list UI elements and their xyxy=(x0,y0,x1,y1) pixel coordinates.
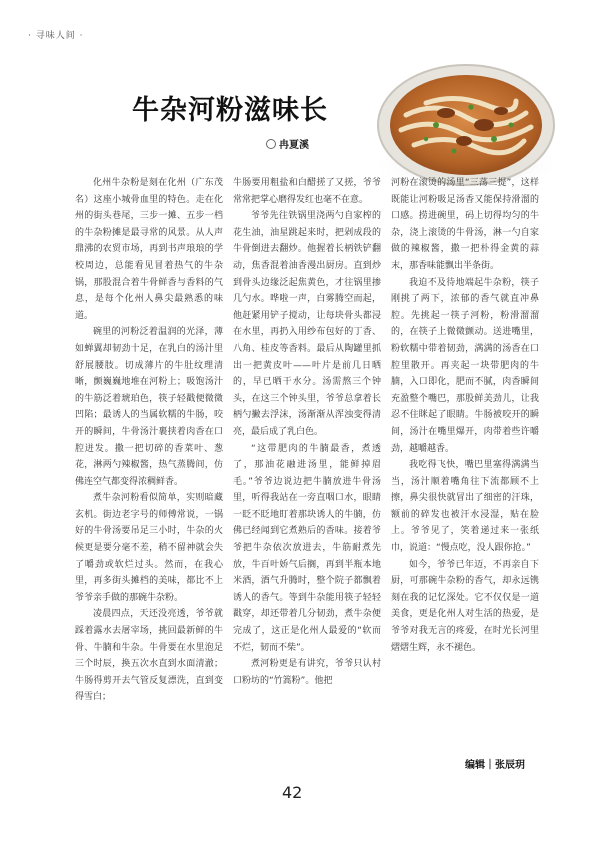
paragraph: 我吃得飞快，嘴巴里塞得满满当当，汤汁顺着嘴角往下流都顾不上擦，鼻尖很快就冒出了细密的汗珠，额前的碎发也被汗水浸湿，贴在脸上。爷爷见了，笑着递过来一张纸巾，说道：“慢点吃，没人跟你抢。” xyxy=(391,460,539,554)
page-number: 42 xyxy=(282,783,303,802)
paragraph: 凌晨四点，天还没亮透，爷爷就踩着露水去屠宰场，挑回最新鲜的牛骨、牛腩和牛杂。牛骨要在水里泡足三个时辰，换五次水直到水面清澈；牛肠得剪开去气管反复漂洗，直到变得雪白； xyxy=(75,609,223,703)
paragraph: 碗里的河粉泛着温润的光泽，薄如蝉翼却韧劲十足，在乳白的汤汁里舒展腰肢。切成薄片的牛肚纹理清晰，颤巍巍地堆在河粉上；吸饱汤汁的牛筋泛着琥珀色，筷子轻戳便微微凹陷；最诱人的当属软糯的牛肠，咬开的瞬间，牛骨汤汁裹挟着肉香在口腔迸发。撒一把切碎的香菜叶、葱花，淋两勺辣椒酱，热气蒸腾间，仿佛连空气都变得浓稠鲜香。 xyxy=(75,327,223,487)
paragraph: 煮牛杂河粉看似简单，实则暗藏玄机。街边老字号的师傅常说，一锅好的牛骨汤要吊足三小时，牛杂的火候更是要分毫不差，稍不留神就会失了嚼劲或软烂过头。然而，在我心里，再多街头摊档的美味，都比不上爷爷亲手做的那碗牛杂粉。 xyxy=(75,493,223,603)
paragraph: “这带肥肉的牛腩最香，煮透了，那油花融进汤里，能鲜掉眉毛。”爷爷边说边把牛腩放进牛骨汤里，听得我站在一旁直咽口水，眼睛一眨不眨地盯着那块诱人的牛腩，仿佛已经闻到它煮熟后的香味。接着爷爷把牛杂依次放进去，牛筋耐煮先放，牛百叶娇气后搁，再到半瓶本地米酒，酒气升腾时，整个院子都飘着诱人的香气。等到牛杂能用筷子轻轻戳穿，却还带着几分韧劲，煮牛杂便完成了，这正是化州人最爱的“软而不烂，韧而不柴”。 xyxy=(233,443,381,653)
author-byline xyxy=(266,136,309,151)
paragraph-continued: 牛肠要用粗盐和白醋搓了又搓，爷爷常常把掌心磨得发红也毫不在意。 xyxy=(233,178,381,205)
byline-circle-icon xyxy=(266,139,276,149)
article-title: 牛杂河粉滋味长 xyxy=(132,95,328,126)
paragraph: 煮河粉更是有讲究，爷爷只认村口粉坊的“竹篙粉”。他把 xyxy=(233,659,381,686)
paragraph: 爷爷先往铁锅里浇两勺自家榨的花生油，油星跳起来时，把剁成段的牛骨倒进去翻炒。他握着长柄铁铲翻动，焦香混着油香漫出厨房。直到炒到骨头边缘泛起焦黄色，才往锅里掺几勺水。哗啦一声，白雾腾空而起，他赶紧用铲子搅动，让每块骨头都浸在水里，再扔入用纱布包好的丁香、八角、桂皮等香料。最后从陶罐里抓出一把黄皮叶——叶片是前几日晒的，早已晒干水分。汤需熬三个钟头，在这三个钟头里，爷爷总拿着长柄勺撇去浮沫，汤渐渐从浑浊变得清亮，最后成了乳白色。 xyxy=(233,211,381,437)
paragraph: 如今，爷爷已年迈，不再亲自下厨，可那碗牛杂粉的香气，却永远镌刻在我的记忆深处。它不仅仅是一道美食，更是化州人对生活的热爱，是爷爷对我无言的疼爱，在时光长河里熠熠生辉，永不褪色。 xyxy=(391,559,539,653)
editor-credit: 编辑｜张辰玥 xyxy=(465,760,525,771)
paragraph: 我迫不及待地端起牛杂粉，筷子刚挑了两下，浓郁的香气就直冲鼻腔。先挑起一筷子河粉，粉滑溜溜的，在筷子上微微颤动。送进嘴里，粉软糯中带着韧劲，满满的汤香在口腔里散开。再夹起一块带肥肉的牛腩，入口即化，肥而不腻，肉香瞬间充盈整个嘴巴，那股鲜美劲儿，让我忍不住眯起了眼睛。牛肠被咬开的瞬间，汤汁在嘴里爆开，肉带着些许嚼劲，越嚼越香。 xyxy=(391,277,539,454)
section-header: · 寻味人间 · xyxy=(28,31,84,41)
paragraph-continued: 河粉在滚烫的汤里“三荡三提”，这样既能让河粉吸足汤香又能保持滑溜的口感。捞进碗里，码上切得均匀的牛杂，浇上滚烫的牛骨汤，淋一勺自家做的辣椒酱，撒一把朴得金黄的蒜末，那香味能飘出半条街。 xyxy=(391,178,539,271)
article-column-1 xyxy=(75,175,223,706)
beef-noodle-photo xyxy=(366,55,566,195)
paragraph: 化州牛杂粉是刻在化州（广东茂名）这座小城骨血里的特色。走在化州的街头巷尾，三步一摊、五步一档的牛杂粉摊是最寻常的风景。从人声鼎沸的农贸市场，再到书声琅琅的学校周边，总能看见冒着热气的牛杂锅，那股混合着牛骨鲜香与香料的气息，是每个化州人鼻尖最熟悉的味道。 xyxy=(75,178,223,321)
article-column-2 xyxy=(233,175,381,689)
author-name: 冉夏溪 xyxy=(279,140,309,151)
article-column-3 xyxy=(391,175,539,656)
